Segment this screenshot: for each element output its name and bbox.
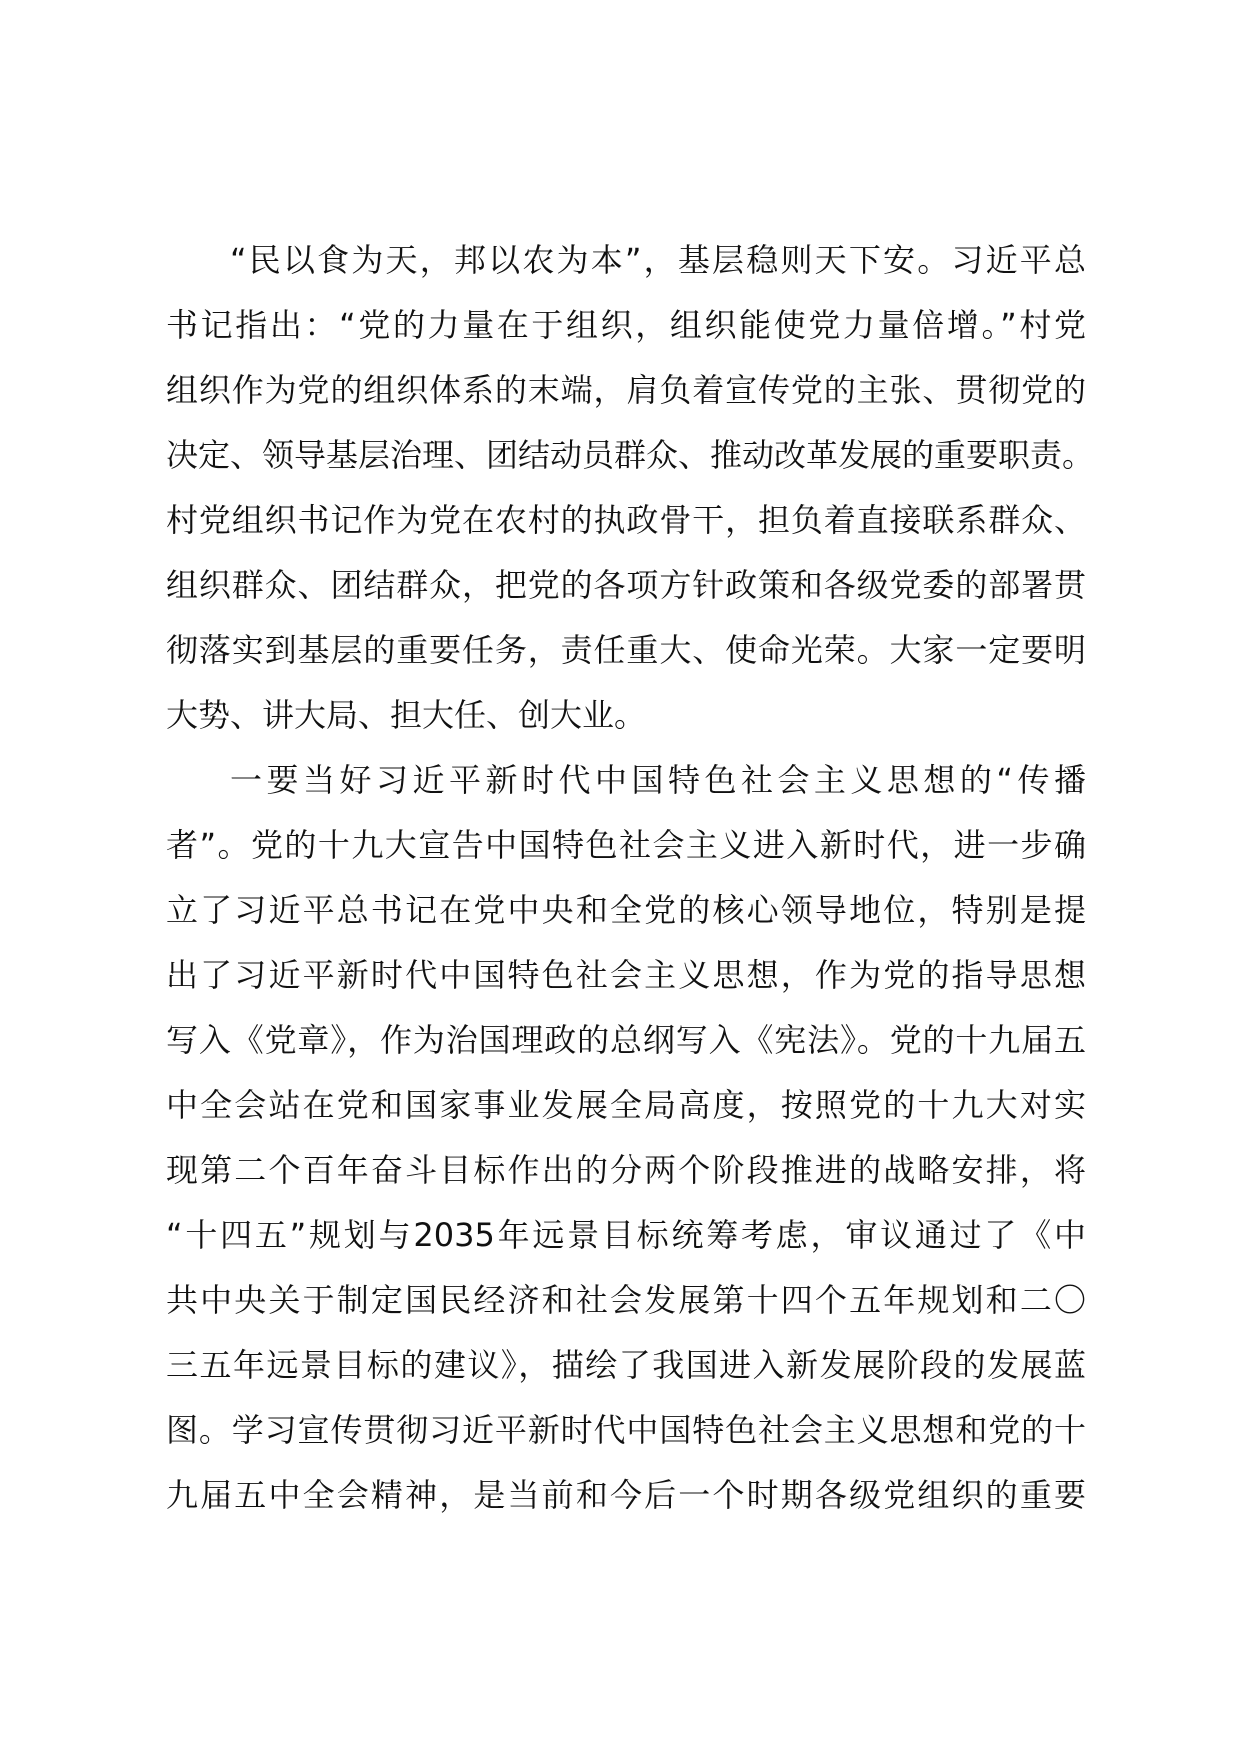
paragraph-2 xyxy=(166,748,1086,1528)
text-line: 写入《党章》，作为治国理政的总纲写入《宪法》。党的十九届五 xyxy=(166,1021,1086,1059)
text-line: 现第二个百年奋斗目标作出的分两个阶段推进的战略安排，将 xyxy=(166,1151,1086,1189)
paragraph-1 xyxy=(166,228,1095,748)
text-line: 彻落实到基层的重要任务，责任重大、使命光荣。大家一定要明 xyxy=(166,631,1086,669)
text-line: “十四五”规划与2035年远景目标统筹考虑，审议通过了《中 xyxy=(166,1216,1086,1254)
text-line: 一要当好习近平新时代中国特色社会主义思想的“传播 xyxy=(230,761,1086,799)
text-line: 中全会站在党和国家事业发展全局高度，按照党的十九大对实 xyxy=(166,1086,1086,1124)
document-body xyxy=(166,228,1095,1528)
text-line: 图。学习宣传贯彻习近平新时代中国特色社会主义思想和党的十 xyxy=(166,1411,1086,1449)
text-line: 决定、领导基层治理、团结动员群众、推动改革发展的重要职责。 xyxy=(166,436,1095,474)
text-line: 组织群众、团结群众，把党的各项方针政策和各级党委的部署贯 xyxy=(166,566,1086,604)
text-line: 书记指出：“党的力量在于组织，组织能使党力量倍增。”村党 xyxy=(166,306,1086,344)
text-line: 九届五中全会精神，是当前和今后一个时期各级党组织的重要 xyxy=(166,1476,1086,1514)
text-line: 村党组织书记作为党在农村的执政骨干，担负着直接联系群众、 xyxy=(166,501,1086,539)
text-line: 出了习近平新时代中国特色社会主义思想，作为党的指导思想 xyxy=(166,956,1086,994)
text-line: 共中央关于制定国民经济和社会发展第十四个五年规划和二〇 xyxy=(166,1281,1086,1319)
text-line: 大势、讲大局、担大任、创大业。 xyxy=(166,696,647,734)
text-line: 者”。党的十九大宣告中国特色社会主义进入新时代，进一步确 xyxy=(166,826,1086,864)
text-line: 组织作为党的组织体系的末端，肩负着宣传党的主张、贯彻党的 xyxy=(166,371,1086,409)
text-line: 三五年远景目标的建议》，描绘了我国进入新发展阶段的发展蓝 xyxy=(166,1346,1086,1384)
text-line: “民以食为天，邦以农为本”，基层稳则天下安。习近平总 xyxy=(230,241,1086,279)
text-line: 立了习近平总书记在党中央和全党的核心领导地位，特别是提 xyxy=(166,891,1086,929)
